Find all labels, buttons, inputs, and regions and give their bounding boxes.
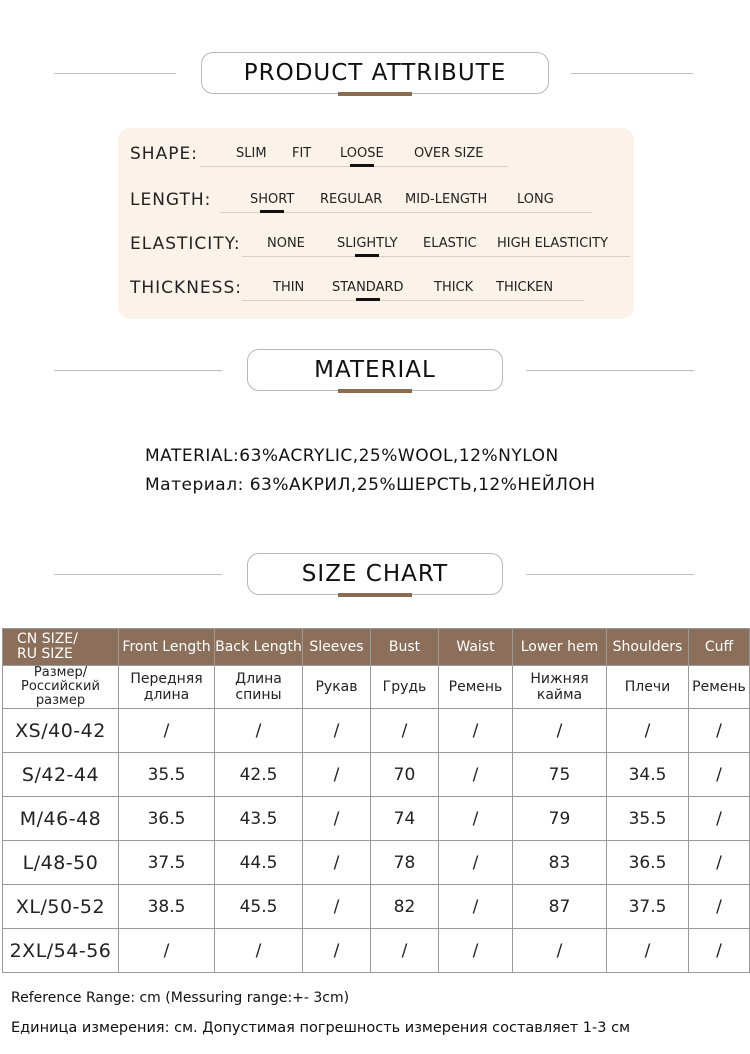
table-cell: 83	[513, 841, 607, 885]
header-cell: Lower hem	[513, 629, 607, 666]
attribute-row	[130, 278, 630, 308]
header-cell-ru: Рукав	[303, 666, 371, 709]
attribute-option: THIN	[273, 280, 305, 295]
attribute-option: REGULAR	[320, 192, 383, 207]
attribute-row	[130, 190, 630, 220]
table-cell: /	[689, 929, 750, 973]
size-chart-title: SIZE CHART	[301, 561, 449, 587]
reference-note-en: Reference Range: cm (Messuring range:+- 3cm)	[11, 990, 350, 1006]
divider-right	[526, 370, 694, 371]
accent-bar	[338, 92, 412, 96]
attribute-option: OVER SIZE	[414, 146, 484, 161]
accent-bar	[338, 593, 412, 597]
table-cell: /	[439, 797, 513, 841]
attribute-option: STANDARD	[332, 280, 404, 295]
attribute-option: THICK	[434, 280, 474, 295]
table-cell: /	[439, 885, 513, 929]
material-heading	[247, 349, 503, 391]
divider-right	[571, 73, 693, 74]
table-cell: /	[215, 709, 303, 753]
table-cell: 74	[371, 797, 439, 841]
header-cell: Shoulders	[607, 629, 689, 666]
product-attribute-heading	[201, 52, 549, 94]
table-cell: 42.5	[215, 753, 303, 797]
table-cell: 35.5	[607, 797, 689, 841]
table-cell: /	[513, 929, 607, 973]
header-cell: Front Length	[119, 629, 215, 666]
attribute-option: NONE	[267, 236, 305, 251]
attribute-option: FIT	[292, 146, 312, 161]
table-cell: /	[439, 753, 513, 797]
header-cell: Bust	[371, 629, 439, 666]
header-cell-ru: Нижняя кайма	[513, 666, 607, 709]
attribute-underline	[242, 300, 584, 301]
table-cell: 37.5	[119, 841, 215, 885]
table-cell: 38.5	[119, 885, 215, 929]
attribute-option: THICKEN	[496, 280, 554, 295]
table-cell: 36.5	[607, 841, 689, 885]
material-en: MATERIAL:63%ACRYLIC,25%WOOL,12%NYLON	[145, 446, 559, 466]
table-cell: 75	[513, 753, 607, 797]
table-cell: /	[215, 929, 303, 973]
size-label-cell: XL/50-52	[3, 885, 119, 929]
header-cell-ru: Грудь	[371, 666, 439, 709]
table-cell: /	[689, 841, 750, 885]
table-cell: 36.5	[119, 797, 215, 841]
table-cell: /	[689, 753, 750, 797]
table-row	[3, 929, 750, 973]
header-cell: Sleeves	[303, 629, 371, 666]
attribute-option: ELASTIC	[423, 236, 477, 251]
header-cell: Waist	[439, 629, 513, 666]
table-cell: 87	[513, 885, 607, 929]
header-row-ru	[3, 666, 750, 709]
table-row	[3, 885, 750, 929]
attribute-option: LOOSE	[340, 146, 384, 161]
header-cell-ru: Длина спины	[215, 666, 303, 709]
table-cell: /	[689, 709, 750, 753]
size-label-cell: S/42-44	[3, 753, 119, 797]
attribute-label: ELASTICITY:	[130, 234, 241, 254]
size-label-cell: M/46-48	[3, 797, 119, 841]
attribute-row	[130, 144, 630, 174]
table-cell: /	[607, 929, 689, 973]
size-chart-table	[2, 628, 750, 973]
table-cell: /	[371, 929, 439, 973]
table-cell: 79	[513, 797, 607, 841]
attribute-option: SLIGHTLY	[337, 236, 398, 251]
table-cell: 70	[371, 753, 439, 797]
divider-left	[54, 73, 176, 74]
product-attribute-title: PRODUCT ATTRIBUTE	[243, 60, 507, 86]
size-label-cell: L/48-50	[3, 841, 119, 885]
attribute-row	[130, 234, 630, 264]
table-cell: /	[303, 929, 371, 973]
header-cell: CN SIZE/ RU SIZE	[3, 629, 119, 666]
header-cell-ru: Передняя длина	[119, 666, 215, 709]
attribute-option: SLIM	[236, 146, 267, 161]
attribute-label: SHAPE:	[130, 144, 198, 164]
table-cell: 44.5	[215, 841, 303, 885]
header-cell: Back Length	[215, 629, 303, 666]
attribute-option: MID-LENGTH	[405, 192, 488, 207]
size-label-cell: XS/40-42	[3, 709, 119, 753]
table-cell: /	[303, 797, 371, 841]
table-cell: /	[371, 709, 439, 753]
reference-note-ru: Единица измерения: см. Допустимая погрешность измерения составляет 1-3 см	[11, 1020, 631, 1036]
table-row	[3, 841, 750, 885]
attribute-label: LENGTH:	[130, 190, 212, 210]
table-cell: /	[513, 709, 607, 753]
material-ru: Материал: 63%АКРИЛ,25%ШЕРСТЬ,12%НЕЙЛОН	[145, 475, 596, 495]
table-row	[3, 753, 750, 797]
header-cell-ru: Ремень	[689, 666, 750, 709]
attribute-option: SHORT	[250, 192, 295, 207]
table-cell: 78	[371, 841, 439, 885]
table-cell: /	[303, 753, 371, 797]
divider-right	[526, 574, 694, 575]
table-row	[3, 709, 750, 753]
attribute-underline	[242, 256, 630, 257]
divider-left	[54, 370, 222, 371]
table-cell: /	[303, 885, 371, 929]
table-cell: /	[439, 841, 513, 885]
header-row-en	[3, 629, 750, 666]
size-chart-heading	[247, 553, 503, 595]
size-label-cell: 2XL/54-56	[3, 929, 119, 973]
table-cell: /	[439, 709, 513, 753]
table-row	[3, 797, 750, 841]
table-cell: /	[303, 841, 371, 885]
table-cell: /	[303, 709, 371, 753]
attribute-label: THICKNESS:	[130, 278, 242, 298]
attribute-option: HIGH ELASTICITY	[497, 236, 609, 251]
table-cell: 35.5	[119, 753, 215, 797]
table-cell: 43.5	[215, 797, 303, 841]
header-cell: Cuff	[689, 629, 750, 666]
table-cell: 45.5	[215, 885, 303, 929]
table-cell: /	[119, 709, 215, 753]
divider-left	[54, 574, 222, 575]
accent-bar	[338, 389, 412, 393]
table-cell: /	[689, 885, 750, 929]
table-cell: /	[439, 929, 513, 973]
header-cell-ru: Плечи	[607, 666, 689, 709]
attribute-panel	[118, 128, 634, 319]
table-cell: 37.5	[607, 885, 689, 929]
table-cell: /	[607, 709, 689, 753]
attribute-option: LONG	[517, 192, 554, 207]
table-cell: 82	[371, 885, 439, 929]
table-cell: /	[119, 929, 215, 973]
header-cell-ru: Ремень	[439, 666, 513, 709]
table-cell: /	[689, 797, 750, 841]
table-cell: 34.5	[607, 753, 689, 797]
header-cell-ru: Размер/ Российский размер	[3, 666, 119, 709]
material-title: MATERIAL	[314, 357, 436, 383]
